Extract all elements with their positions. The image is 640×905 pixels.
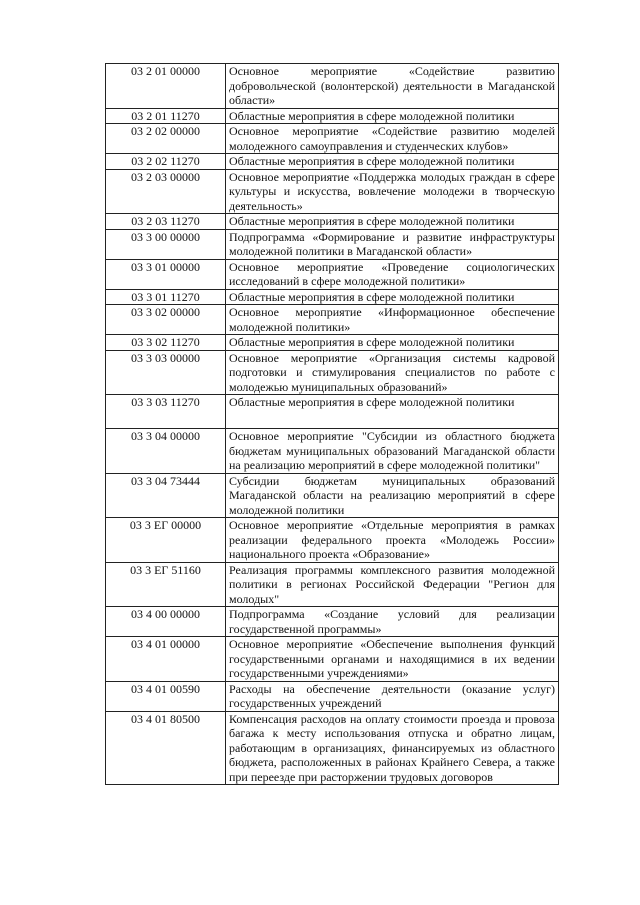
table-row — [106, 335, 559, 351]
row-code: 03 3 02 00000 — [106, 305, 226, 335]
table-row — [106, 395, 559, 429]
row-code: 03 2 03 00000 — [106, 169, 226, 214]
row-description: Основное мероприятие «Обеспечение выполнения функций государственными органами и находящимися в их ведении государственными учреждениями» — [226, 637, 559, 682]
row-description: Основное мероприятие «Организация системы кадровой подготовки и стимулирования специалистов по работе с молодежью муниципальных образований» — [226, 350, 559, 395]
row-code: 03 3 03 11270 — [106, 395, 226, 429]
row-description: Областные мероприятия в сфере молодежной политики — [226, 154, 559, 170]
table-row — [106, 429, 559, 474]
row-description: Областные мероприятия в сфере молодежной политики — [226, 108, 559, 124]
table-row — [106, 562, 559, 607]
table-row — [106, 473, 559, 518]
row-code: 03 2 03 11270 — [106, 214, 226, 230]
row-code: 03 3 ЕГ 00000 — [106, 518, 226, 563]
table-row — [106, 64, 559, 109]
row-code: 03 2 01 11270 — [106, 108, 226, 124]
row-code: 03 3 01 11270 — [106, 289, 226, 305]
row-description: Компенсация расходов на оплату стоимости проезда и провоза багажа к месту использования отпуска и обратно лицам, работающим в организациях, финансируемых из областного бюджета, расположенных в районах Крайнего Севера, а также при переезде при расторжении трудовых договоров — [226, 711, 559, 785]
row-code: 03 4 00 00000 — [106, 607, 226, 637]
table-row — [106, 711, 559, 785]
row-description: Основное мероприятие «Отдельные мероприятия в рамках реализации федерального проекта «Молодежь России» национального проекта «Образование» — [226, 518, 559, 563]
row-code: 03 3 01 00000 — [106, 259, 226, 289]
table-row — [106, 154, 559, 170]
table-row — [106, 214, 559, 230]
row-code: 03 4 01 00000 — [106, 637, 226, 682]
row-code: 03 3 00 00000 — [106, 229, 226, 259]
table-row — [106, 289, 559, 305]
row-description: Основное мероприятие «Содействие развитию моделей молодежного самоуправления и студенческих клубов» — [226, 124, 559, 154]
budget-classification-table — [105, 63, 559, 785]
table-row — [106, 169, 559, 214]
table-row — [106, 124, 559, 154]
row-description: Подпрограмма «Создание условий для реализации государственной программы» — [226, 607, 559, 637]
row-code: 03 4 01 00590 — [106, 681, 226, 711]
table-row — [106, 305, 559, 335]
table-row — [106, 607, 559, 637]
row-code: 03 4 01 80500 — [106, 711, 226, 785]
row-description: Расходы на обеспечение деятельности (оказание услуг) государственных учреждений — [226, 681, 559, 711]
table-row — [106, 108, 559, 124]
table-row — [106, 518, 559, 563]
table-row — [106, 637, 559, 682]
row-description: Основное мероприятие «Содействие развитию добровольческой (волонтерской) деятельности в Магаданской области» — [226, 64, 559, 109]
row-code: 03 2 02 11270 — [106, 154, 226, 170]
row-description: Основное мероприятие «Поддержка молодых граждан в сфере культуры и искусства, вовлечение молодежи в творческую деятельность» — [226, 169, 559, 214]
row-code: 03 3 04 00000 — [106, 429, 226, 474]
row-description: Основное мероприятие "Субсидии из областного бюджета бюджетам муниципальных образований Магаданской области на реализацию мероприятий в сфере молодежной политики" — [226, 429, 559, 474]
table-row — [106, 259, 559, 289]
row-description: Областные мероприятия в сфере молодежной политики — [226, 395, 559, 429]
row-code: 03 3 03 00000 — [106, 350, 226, 395]
row-code: 03 2 01 00000 — [106, 64, 226, 109]
row-description: Областные мероприятия в сфере молодежной политики — [226, 335, 559, 351]
row-description: Реализация программы комплексного развития молодежной политики в регионах Российской Федерации "Регион для молодых" — [226, 562, 559, 607]
row-description: Основное мероприятие «Информационное обеспечение молодежной политики» — [226, 305, 559, 335]
row-code: 03 2 02 00000 — [106, 124, 226, 154]
row-code: 03 3 04 73444 — [106, 473, 226, 518]
row-description: Областные мероприятия в сфере молодежной политики — [226, 289, 559, 305]
row-code: 03 3 ЕГ 51160 — [106, 562, 226, 607]
row-description: Подпрограмма «Формирование и развитие инфраструктуры молодежной политики в Магаданской области» — [226, 229, 559, 259]
table-row — [106, 681, 559, 711]
row-description: Основное мероприятие «Проведение социологических исследований в сфере молодежной политики» — [226, 259, 559, 289]
row-description: Субсидии бюджетам муниципальных образований Магаданской области на реализацию мероприятий в сфере молодежной политики — [226, 473, 559, 518]
table-row — [106, 350, 559, 395]
row-description: Областные мероприятия в сфере молодежной политики — [226, 214, 559, 230]
table-row — [106, 229, 559, 259]
row-code: 03 3 02 11270 — [106, 335, 226, 351]
